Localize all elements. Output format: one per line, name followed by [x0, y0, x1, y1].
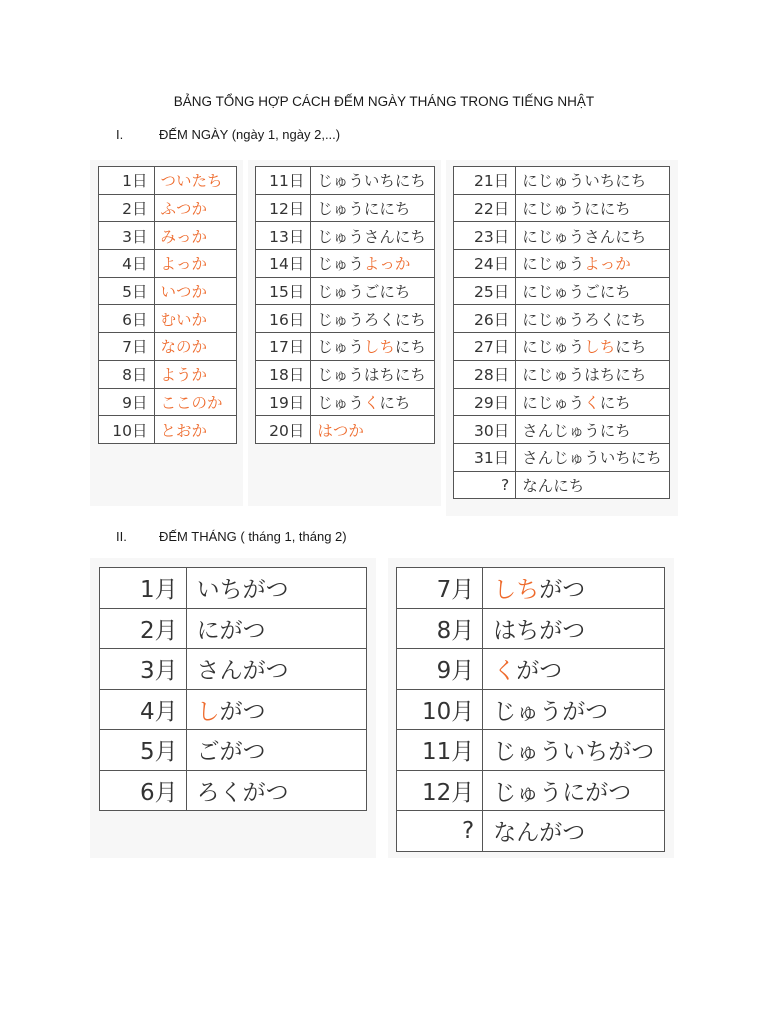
table-row: [397, 730, 665, 771]
table-row: [100, 608, 367, 649]
reading-text: なんにち: [522, 476, 585, 495]
irregular-reading-highlight: とおか: [160, 421, 208, 440]
date-label: 17日: [256, 333, 311, 361]
table-row: [256, 277, 435, 305]
table-row: [454, 388, 670, 416]
reading-cell: [516, 250, 670, 278]
reading-text: なんがつ: [493, 820, 586, 847]
table-row: [99, 388, 237, 416]
date-label: 11月: [397, 730, 483, 771]
table-row: [99, 194, 237, 222]
reading-cell: [311, 360, 435, 388]
days-table-3: [453, 166, 670, 499]
date-label: 3日: [99, 222, 155, 250]
date-label: 15日: [256, 277, 311, 305]
table-row: [454, 305, 670, 333]
section-number: II.: [116, 529, 127, 544]
date-label: 2月: [100, 608, 187, 649]
table-row: [99, 333, 237, 361]
reading-text: ごがつ: [196, 739, 266, 766]
reading-cell: [311, 222, 435, 250]
date-label: 8月: [397, 608, 483, 649]
reading-text: じゅうごにち: [317, 283, 411, 302]
irregular-reading-highlight: しち: [363, 338, 395, 357]
reading-cell: [516, 416, 670, 444]
reading-cell: [311, 277, 435, 305]
date-label: 7日: [99, 333, 155, 361]
date-label: 23日: [454, 222, 516, 250]
reading-cell: [186, 568, 366, 609]
date-label: 1日: [99, 167, 155, 195]
date-label: 4日: [99, 250, 155, 278]
reading-cell: [311, 250, 435, 278]
irregular-reading-highlight: むいか: [160, 310, 208, 329]
table-row: [454, 194, 670, 222]
table-row: [99, 305, 237, 333]
reading-cell: [516, 277, 670, 305]
table-row: [397, 811, 665, 852]
irregular-reading-highlight: よっか: [160, 255, 208, 274]
reading-cell: [483, 770, 665, 811]
date-label: 5月: [100, 730, 187, 771]
date-label: 11日: [256, 167, 311, 195]
date-label: 26日: [454, 305, 516, 333]
reading-cell: [154, 167, 237, 195]
reading-text: にじゅうろくにち: [522, 310, 647, 329]
days-table-2: [255, 166, 435, 444]
days-table-1: [98, 166, 237, 444]
reading-text: にじゅうはちにち: [522, 366, 647, 385]
reading-text: さんじゅういちにち: [522, 449, 662, 468]
reading-cell: [311, 305, 435, 333]
reading-text: じゅういちにち: [317, 172, 426, 191]
reading-cell: [516, 222, 670, 250]
reading-text: じゅうはちにち: [317, 366, 426, 385]
date-label: 5日: [99, 277, 155, 305]
date-label: ?: [397, 811, 483, 852]
date-label: 29日: [454, 388, 516, 416]
reading-text: じゅうがつ: [493, 698, 609, 725]
table-row: [256, 167, 435, 195]
table-row: [100, 770, 367, 811]
table-row: [99, 277, 237, 305]
reading-cell: [483, 689, 665, 730]
reading-text: にじゅうさんにち: [522, 227, 647, 246]
date-label: 1月: [100, 568, 187, 609]
reading-text: じゅう: [317, 393, 364, 412]
reading-cell: [154, 277, 237, 305]
reading-text: いちがつ: [196, 577, 289, 604]
reading-text: にじゅうごにち: [522, 283, 631, 302]
section-number: I.: [116, 127, 124, 142]
reading-cell: [483, 811, 665, 852]
date-label: 9日: [99, 388, 155, 416]
reading-cell: [154, 333, 237, 361]
date-label: 12月: [397, 770, 483, 811]
reading-cell: [483, 608, 665, 649]
table-row: [100, 649, 367, 690]
date-label: 6月: [100, 770, 187, 811]
date-label: 16日: [256, 305, 311, 333]
reading-text: じゅうさんにち: [317, 227, 426, 246]
table-row: [256, 416, 435, 444]
reading-cell: [516, 360, 670, 388]
section-heading-months: [116, 529, 347, 544]
table-row: [454, 250, 670, 278]
irregular-reading-highlight: みっか: [160, 227, 208, 246]
reading-text: にち: [615, 338, 647, 357]
irregular-reading-highlight: く: [493, 658, 517, 685]
reading-cell: [483, 568, 665, 609]
reading-text: にじゅう: [522, 255, 585, 274]
table-row: [256, 250, 435, 278]
reading-cell: [516, 194, 670, 222]
reading-cell: [154, 416, 237, 444]
irregular-reading-highlight: く: [363, 393, 380, 412]
date-label: 10月: [397, 689, 483, 730]
irregular-reading-highlight: ついたち: [160, 172, 223, 191]
date-label: 20日: [256, 416, 311, 444]
table-row: [454, 333, 670, 361]
table-row: [256, 360, 435, 388]
section-label: ĐẾM NGÀY (ngày 1, ngày 2,...): [159, 127, 341, 142]
date-label: 22日: [454, 194, 516, 222]
table-row: [397, 770, 665, 811]
table-row: [454, 222, 670, 250]
table-row: [100, 568, 367, 609]
reading-cell: [516, 471, 670, 499]
table-row: [454, 167, 670, 195]
reading-cell: [516, 443, 670, 471]
reading-cell: [311, 167, 435, 195]
date-label: 24日: [454, 250, 516, 278]
reading-cell: [154, 194, 237, 222]
reading-cell: [154, 222, 237, 250]
table-row: [256, 333, 435, 361]
date-label: 8日: [99, 360, 155, 388]
date-label: 12日: [256, 194, 311, 222]
date-label: 25日: [454, 277, 516, 305]
reading-cell: [516, 167, 670, 195]
reading-text: がつ: [219, 698, 266, 725]
reading-text: さんがつ: [196, 658, 289, 685]
table-row: [99, 360, 237, 388]
reading-text: がつ: [516, 658, 563, 685]
date-label: 28日: [454, 360, 516, 388]
date-label: 30日: [454, 416, 516, 444]
section-label: ĐẾM THÁNG ( tháng 1, tháng 2): [159, 529, 347, 544]
reading-cell: [154, 305, 237, 333]
reading-cell: [154, 250, 237, 278]
table-row: [99, 167, 237, 195]
reading-cell: [311, 416, 435, 444]
reading-cell: [186, 770, 366, 811]
table-row: [397, 689, 665, 730]
date-label: 21日: [454, 167, 516, 195]
reading-text: にじゅう: [522, 393, 585, 412]
reading-text: はちがつ: [493, 617, 586, 644]
reading-text: ろくがつ: [196, 779, 289, 806]
months-table-1: [99, 567, 367, 811]
irregular-reading-highlight: しち: [584, 338, 616, 357]
reading-text: じゅうにがつ: [493, 779, 632, 806]
reading-text: にがつ: [196, 617, 266, 644]
reading-text: じゅういちがつ: [493, 739, 655, 766]
irregular-reading-highlight: ようか: [160, 366, 208, 385]
irregular-reading-highlight: ふつか: [160, 200, 208, 219]
table-row: [454, 471, 670, 499]
reading-text: じゅう: [317, 255, 364, 274]
table-row: [256, 305, 435, 333]
reading-cell: [311, 194, 435, 222]
page-title: BẢNG TỔNG HỢP CÁCH ĐẾM NGÀY THÁNG TRONG TIẾNG NHẬT: [173, 94, 595, 109]
irregular-reading-highlight: よっか: [584, 255, 631, 274]
reading-text: じゅう: [317, 338, 364, 357]
reading-cell: [516, 305, 670, 333]
reading-cell: [483, 730, 665, 771]
reading-cell: [483, 649, 665, 690]
date-label: 2日: [99, 194, 155, 222]
reading-cell: [311, 333, 435, 361]
date-label: 10日: [99, 416, 155, 444]
table-row: [256, 222, 435, 250]
reading-text: さんじゅうにち: [522, 421, 631, 440]
table-row: [99, 416, 237, 444]
table-row: [99, 222, 237, 250]
table-row: [99, 250, 237, 278]
irregular-reading-highlight: はつか: [317, 421, 364, 440]
reading-text: がつ: [539, 577, 586, 604]
table-row: [256, 388, 435, 416]
reading-cell: [186, 608, 366, 649]
reading-cell: [186, 649, 366, 690]
reading-cell: [516, 388, 670, 416]
date-label: 7月: [397, 568, 483, 609]
reading-cell: [186, 730, 366, 771]
date-label: 13日: [256, 222, 311, 250]
date-label: 27日: [454, 333, 516, 361]
table-row: [256, 194, 435, 222]
reading-text: にち: [379, 393, 411, 412]
date-label: ?: [454, 471, 516, 499]
irregular-reading-highlight: なのか: [160, 338, 208, 357]
table-row: [454, 277, 670, 305]
date-label: 19日: [256, 388, 311, 416]
date-label: 6日: [99, 305, 155, 333]
reading-cell: [186, 689, 366, 730]
table-row: [100, 689, 367, 730]
reading-text: じゅうににち: [317, 200, 411, 219]
irregular-reading-highlight: し: [196, 698, 220, 725]
table-row: [397, 568, 665, 609]
reading-text: にじゅうににち: [522, 200, 631, 219]
reading-cell: [154, 360, 237, 388]
date-label: 14日: [256, 250, 311, 278]
table-row: [397, 608, 665, 649]
reading-text: にち: [599, 393, 631, 412]
months-table-2: [396, 567, 665, 852]
reading-text: にじゅういちにち: [522, 172, 647, 191]
irregular-reading-highlight: よっか: [363, 255, 411, 274]
date-label: 3月: [100, 649, 187, 690]
irregular-reading-highlight: く: [584, 393, 600, 412]
irregular-reading-highlight: ここのか: [160, 393, 223, 412]
table-row: [100, 730, 367, 771]
date-label: 4月: [100, 689, 187, 730]
table-row: [454, 360, 670, 388]
irregular-reading-highlight: しち: [493, 577, 540, 604]
section-heading-days: [116, 127, 340, 142]
date-label: 31日: [454, 443, 516, 471]
reading-text: にち: [394, 338, 426, 357]
date-label: 18日: [256, 360, 311, 388]
table-row: [454, 416, 670, 444]
irregular-reading-highlight: いつか: [160, 283, 208, 302]
reading-cell: [516, 333, 670, 361]
reading-text: にじゅう: [522, 338, 585, 357]
reading-text: じゅうろくにち: [317, 310, 426, 329]
table-row: [397, 649, 665, 690]
date-label: 9月: [397, 649, 483, 690]
reading-cell: [154, 388, 237, 416]
reading-cell: [311, 388, 435, 416]
table-row: [454, 443, 670, 471]
